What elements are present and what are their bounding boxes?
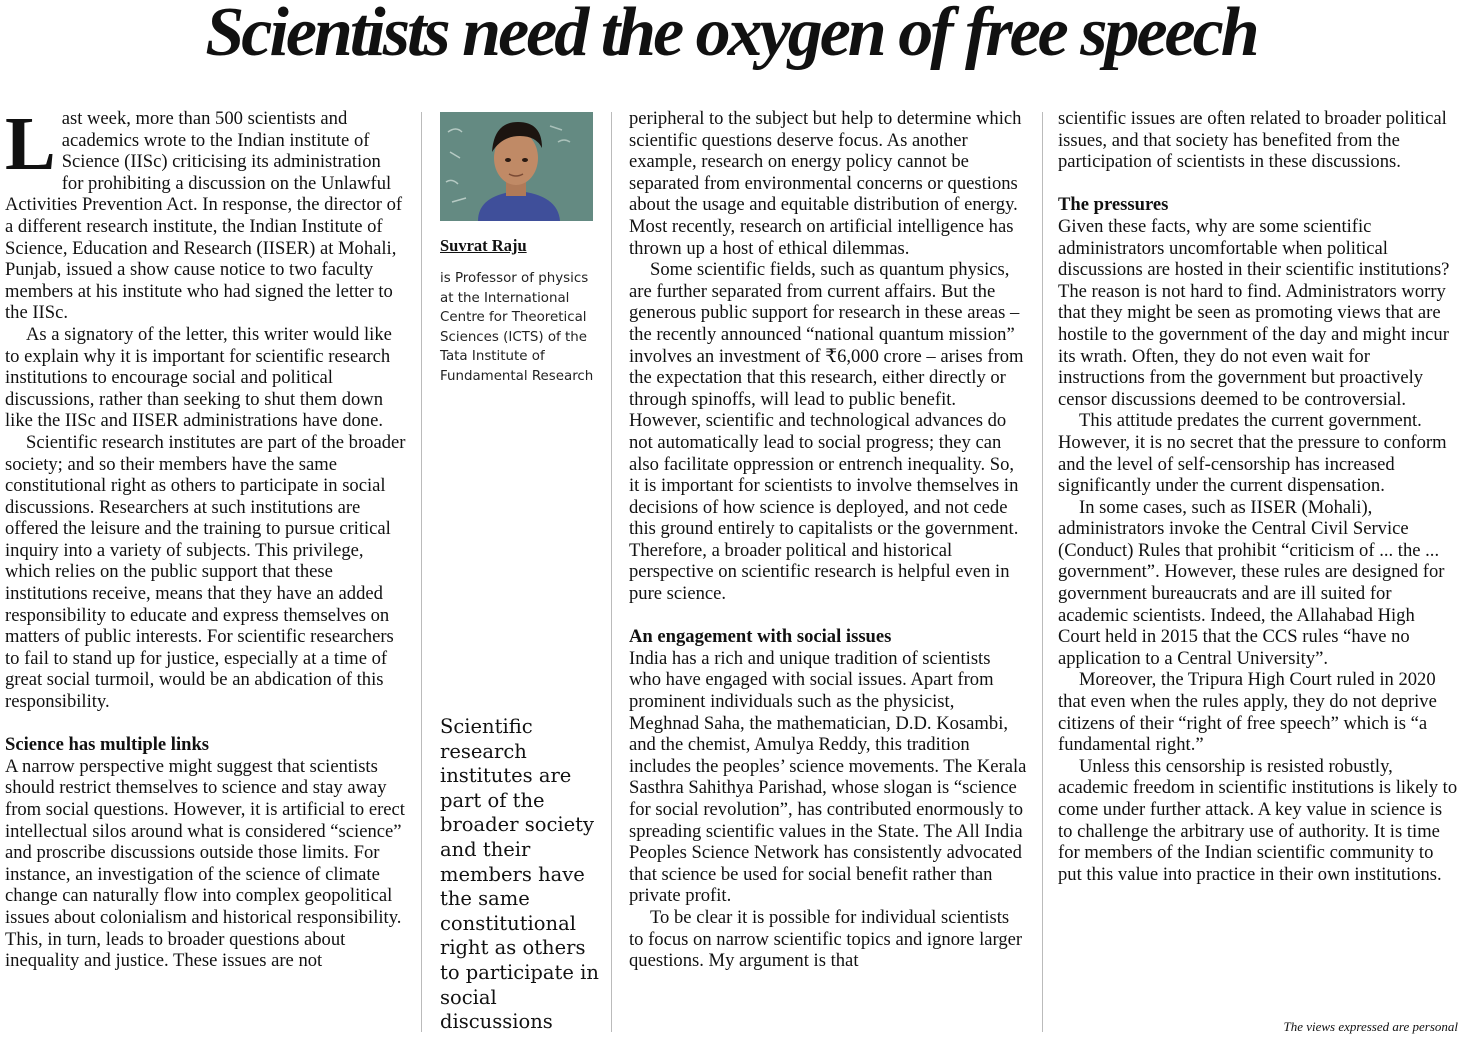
column-divider <box>1042 112 1043 1032</box>
column-divider <box>421 112 422 1032</box>
section-heading: An engagement with social issues <box>629 626 892 648</box>
paragraph: scientific issues are often related to broader political issues, and that society has benefited from the participation of scientists in these discussions. <box>1058 108 1447 173</box>
paragraph: India has a rich and unique tradition of scientists who have engaged with social issues. Apart from prominent individuals such as the physicist, Meghnad Saha, the mathematician, D.D. Kosambi, and the chemist, Amulya Reddy, this tradition includes the peoples’ science movements. The Kerala Sasthra Sahithya Parishad, whose slogan is “science for social revolution”, has contributed enormously to spreading scientific values in the State. The All India Peoples Science Network has consistently advocated that science be used for social benefit rather than private profit. <box>629 647 1027 907</box>
article-column-3 <box>629 108 1027 972</box>
paragraph: In some cases, such as IISER (Mohali), administrators invoke the Central Civil Service (Conduct) Rules that prohibit “criticism of ... the ... government”. However, these rules are designed for government bureaucrats and are ill suited for academic scientists. Indeed, the Allahabad High Court held in 2015 that the CCS rules “have no application to a Central University”. <box>1058 496 1445 669</box>
author-photo <box>440 112 593 221</box>
paragraph: Unless this censorship is resisted robustly, academic freedom in scientific institutions is likely to come under further attack. A key value in science is to challenge the arbitrary use of authority. It is time for members of the Indian scientific community to put this value into practice in their own institutions. <box>1058 755 1458 885</box>
section-heading: The pressures <box>1058 194 1169 216</box>
section-heading: Science has multiple links <box>5 734 210 756</box>
paragraph: A narrow perspective might suggest that scientists should restrict themselves to science and stay away from social questions. However, it is artificial to erect intellectual silos around what is considered “science” and proscribe discussions outside those limits. For instance, an investigation of the science of climate change can naturally flow into complex geopolitical issues about colonialism and historical responsibility. This, in turn, leads to broader questions about inequality and justice. These issues are not <box>5 755 405 972</box>
article-headline: Scientists need the oxygen of free speech <box>205 0 1257 71</box>
disclaimer-note: The views expressed are personal <box>1283 1019 1458 1034</box>
article-column-4 <box>1058 108 1458 885</box>
column-divider <box>611 112 612 1032</box>
paragraph: Scientific research institutes are part of the broader society; and so their members have the same constitutional right as others to participate in social discussions. Researchers at such institutions are offered the leisure and the training to pursue critical inquiry into a variety of subjects. This privilege, which relies on the public support that these institutions receive, means that they have an added responsibility to educate and express themselves on matters of public interests. For scientific researchers to fail to stand up for justice, especially at a time of great social turmoil, would be an abdication of this responsibility. <box>5 431 406 713</box>
paragraph: To be clear it is possible for individual scientists to focus on narrow scientific topics and ignore larger questions. My argument is that <box>629 906 1023 972</box>
article-column-1 <box>5 102 407 972</box>
paragraph: This attitude predates the current government. However, it is no secret that the pressure to conform and the level of self-censorship has increased significantly under the current dispensation. <box>1058 410 1447 497</box>
author-name: Suvrat Raju <box>440 236 527 255</box>
paragraph <box>5 102 407 324</box>
paragraph: Given these facts, why are some scientific administrators uncomfortable when political discussions are hosted in their scientific institutions? The reason is not hard to find. Administrators worry that they might be seen as promoting views that are hostile to the government of the day and might incur its wrath. Often, they do not even wait for instructions from the government but proactively censor discussions deemed to be controversial. <box>1058 215 1450 410</box>
pull-quote: Scientific research institutes are part of the broader society and their members have the same constitutional right as others to participate in social discussions <box>440 715 599 1034</box>
author-bio: is Professor of physics at the International Centre for Theoretical Sciences (ICTS) of the Tata Institute of Fundamental Research <box>440 271 594 384</box>
paragraph: peripheral to the subject but help to determine which scientific questions deserve focus. As another example, research on energy policy cannot be separated from environmental concerns or questions about the usage and equitable distribution of energy. Most recently, research on artificial intelligence has thrown up a host of ethical dilemmas. <box>629 108 1022 259</box>
paragraph-text: ast week, more than 500 scientists and academics wrote to the Indian institute of Science (IISc) criticising its administration for prohibiting a discussion on the Unlawful Activities Prevention Act. In response, the director of a different research institute, the Indian Institute of Science, Education and Research (IISER) at Mohali, Punjab, issued a show cause notice to two faculty members at his institute who had signed the letter to the IISc. <box>5 108 403 324</box>
paragraph: As a signatory of the letter, this writer would like to explain why it is important for scientific research institutions to encourage social and political discussions, rather than seeking to shut them down like the IISc and IISER administrations have done. <box>5 323 392 432</box>
drop-cap: L <box>5 102 56 186</box>
paragraph: Moreover, the Tripura High Court ruled in 2020 that even when the rules apply, they do not deprive citizens of their “right of free speech” which is “a fundamental right.” <box>1058 669 1437 756</box>
paragraph: Some scientific fields, such as quantum physics, are further separated from current affairs. But the generous public support for research in these areas – the recently announced “national quantum mission” involves an investment of ₹6,000 crore – arises from the expectation that this research, either directly or through spinoffs, will lead to public benefit. However, scientific and technological advances do not automatically lead to social progress; they can also facilitate oppression or entrench inequality. So, it is important for scientists to involve themselves in decisions of how science is deployed, and not cede this ground entirely to capitalists or the government. Therefore, a broader political and historical perspective on scientific research is helpful even in pure science. <box>629 259 1024 605</box>
